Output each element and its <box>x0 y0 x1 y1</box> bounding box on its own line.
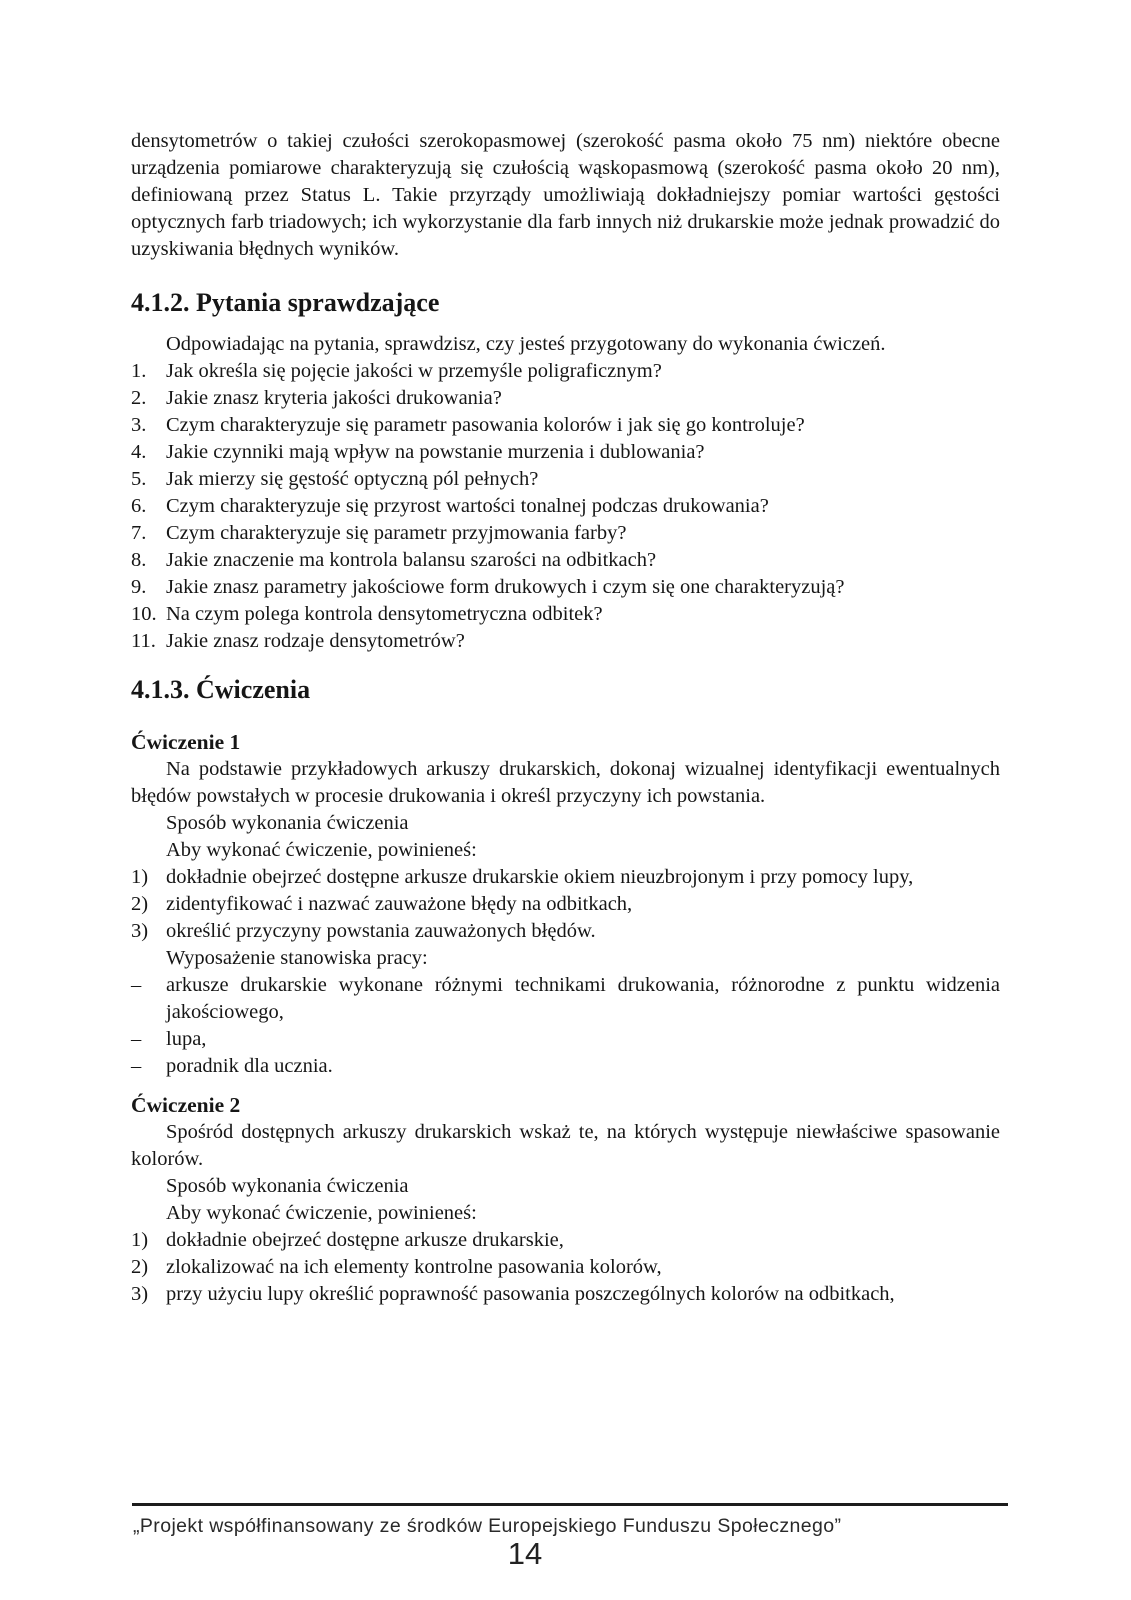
question-item <box>131 547 1000 574</box>
page-content <box>131 128 1000 1308</box>
dash-marker: – <box>131 974 142 996</box>
question-number: 2. <box>131 387 147 409</box>
step-item <box>131 891 1000 918</box>
step-text: dokładnie obejrzeć dostępne arkusze drukarskie okiem nieuzbrojonym i przy pomocy lupy, <box>166 866 914 888</box>
step-text: dokładnie obejrzeć dostępne arkusze drukarskie, <box>166 1229 564 1251</box>
step-item <box>131 1281 1000 1308</box>
section-heading-cwiczenia: 4.1.3. Ćwiczenia <box>131 675 311 704</box>
page-number: 14 <box>507 1536 543 1571</box>
step-number: 3) <box>131 1283 149 1305</box>
section-heading-pytania-sprawdzajace: 4.1.2. Pytania sprawdzające <box>131 288 440 317</box>
exercise1-method-label: Sposób wykonania ćwiczenia <box>166 812 409 834</box>
question-item <box>131 466 1000 493</box>
question-number: 11. <box>131 630 156 652</box>
question-text: Jakie znasz rodzaje densytometrów? <box>166 630 465 652</box>
exercise1-steps-list <box>131 864 1000 945</box>
exercise2-title: Ćwiczenie 2 <box>131 1093 241 1117</box>
step-number: 1) <box>131 1229 149 1251</box>
question-text: Jakie znasz parametry jakościowe form drukowych i czym się one charakteryzują? <box>166 576 845 598</box>
equipment-item <box>131 1053 1000 1080</box>
question-item <box>131 601 1000 628</box>
footer-divider <box>132 1503 1008 1506</box>
question-text: Na czym polega kontrola densytometryczna odbitek? <box>166 603 603 625</box>
question-text: Jak mierzy się gęstość optyczną pól pełnych? <box>166 468 539 490</box>
step-item <box>131 1254 1000 1281</box>
equipment-item <box>131 1026 1000 1053</box>
exercise2-steps-list <box>131 1227 1000 1308</box>
question-text: Jakie czynniki mają wpływ na powstanie murzenia i dublowania? <box>166 441 705 463</box>
question-item <box>131 493 1000 520</box>
dash-marker: – <box>131 1055 142 1077</box>
step-number: 1) <box>131 866 149 888</box>
question-number: 10. <box>131 603 157 625</box>
equipment-item <box>131 972 1000 1026</box>
step-item <box>131 864 1000 891</box>
equipment-text: poradnik dla ucznia. <box>166 1055 333 1077</box>
question-item <box>131 358 1000 385</box>
exercise2-method-label: Sposób wykonania ćwiczenia <box>166 1175 409 1197</box>
question-text: Jakie znaczenie ma kontrola balansu szarości na odbitkach? <box>166 549 657 571</box>
exercise2-description: Spośród dostępnych arkuszy drukarskich wskaż te, na których występuje niewłaściwe spasowanie kolorów. <box>131 1121 1000 1170</box>
question-item <box>131 574 1000 601</box>
dash-marker: – <box>131 1028 142 1050</box>
step-text: przy użyciu lupy określić poprawność pasowania poszczególnych kolorów na odbitkach, <box>166 1283 895 1305</box>
question-item <box>131 412 1000 439</box>
question-text: Czym charakteryzuje się parametr przyjmowania farby? <box>166 522 627 544</box>
question-number: 4. <box>131 441 147 463</box>
exercise1-steps-intro: Aby wykonać ćwiczenie, powinieneś: <box>166 839 477 861</box>
questions-list <box>131 358 1000 655</box>
question-number: 3. <box>131 414 147 436</box>
question-number: 7. <box>131 522 147 544</box>
step-text: zlokalizować na ich elementy kontrolne pasowania kolorów, <box>166 1256 662 1278</box>
step-number: 2) <box>131 893 149 915</box>
question-text: Czym charakteryzuje się parametr pasowania kolorów i jak się go kontroluje? <box>166 414 805 436</box>
exercise1-equipment-list <box>131 972 1000 1080</box>
question-item <box>131 628 1000 655</box>
step-text: określić przyczyny powstania zauważonych błędów. <box>166 920 596 942</box>
exercise1-title: Ćwiczenie 1 <box>131 730 241 754</box>
questions-intro: Odpowiadając na pytania, sprawdzisz, czy jesteś przygotowany do wykonania ćwiczeń. <box>166 333 886 355</box>
exercise1-equipment-label: Wyposażenie stanowiska pracy: <box>166 947 428 969</box>
exercise2-steps-intro: Aby wykonać ćwiczenie, powinieneś: <box>166 1202 477 1224</box>
question-text: Czym charakteryzuje się przyrost wartości tonalnej podczas drukowania? <box>166 495 769 517</box>
equipment-text: arkusze drukarskie wykonane różnymi technikami drukowania, różnorodne z punktu widzenia jakościowego, <box>166 974 1000 1023</box>
question-number: 5. <box>131 468 147 490</box>
step-number: 3) <box>131 920 149 942</box>
step-text: zidentyfikować i nazwać zauważone błędy na odbitkach, <box>166 893 633 915</box>
equipment-text: lupa, <box>166 1028 207 1050</box>
question-number: 9. <box>131 576 147 598</box>
question-text: Jak określa się pojęcie jakości w przemyśle poligraficznym? <box>166 360 662 382</box>
question-item <box>131 385 1000 412</box>
question-text: Jakie znasz kryteria jakości drukowania? <box>166 387 502 409</box>
continuation-paragraph: densytometrów o takiej czułości szerokopasmowej (szerokość pasma około 75 nm) niektóre obecne urządzenia pomiarowe charakteryzują się czułością wąskopasmową (szerokość pasma około 20 nm), definiowaną przez Status L. Takie przyrządy umożliwiają dokładniejszy pomiar wartości gęstości optycznych farb triadowych; ich wykorzystanie dla farb innych niż drukarskie może jednak prowadzić do uzyskiwania błędnych wyników. <box>131 130 1000 260</box>
question-item <box>131 520 1000 547</box>
exercise1-description: Na podstawie przykładowych arkuszy drukarskich, dokonaj wizualnej identyfikacji ewentualnych błędów powstałych w procesie drukowania i określ przyczyny ich powstania. <box>131 758 1000 807</box>
step-item <box>131 1227 1000 1254</box>
question-number: 8. <box>131 549 147 571</box>
footer-note: „Projekt współfinansowany ze środków Europejskiego Funduszu Społecznego” <box>133 1515 842 1537</box>
step-item <box>131 918 1000 945</box>
question-number: 6. <box>131 495 147 517</box>
step-number: 2) <box>131 1256 149 1278</box>
question-number: 1. <box>131 360 147 382</box>
question-item <box>131 439 1000 466</box>
